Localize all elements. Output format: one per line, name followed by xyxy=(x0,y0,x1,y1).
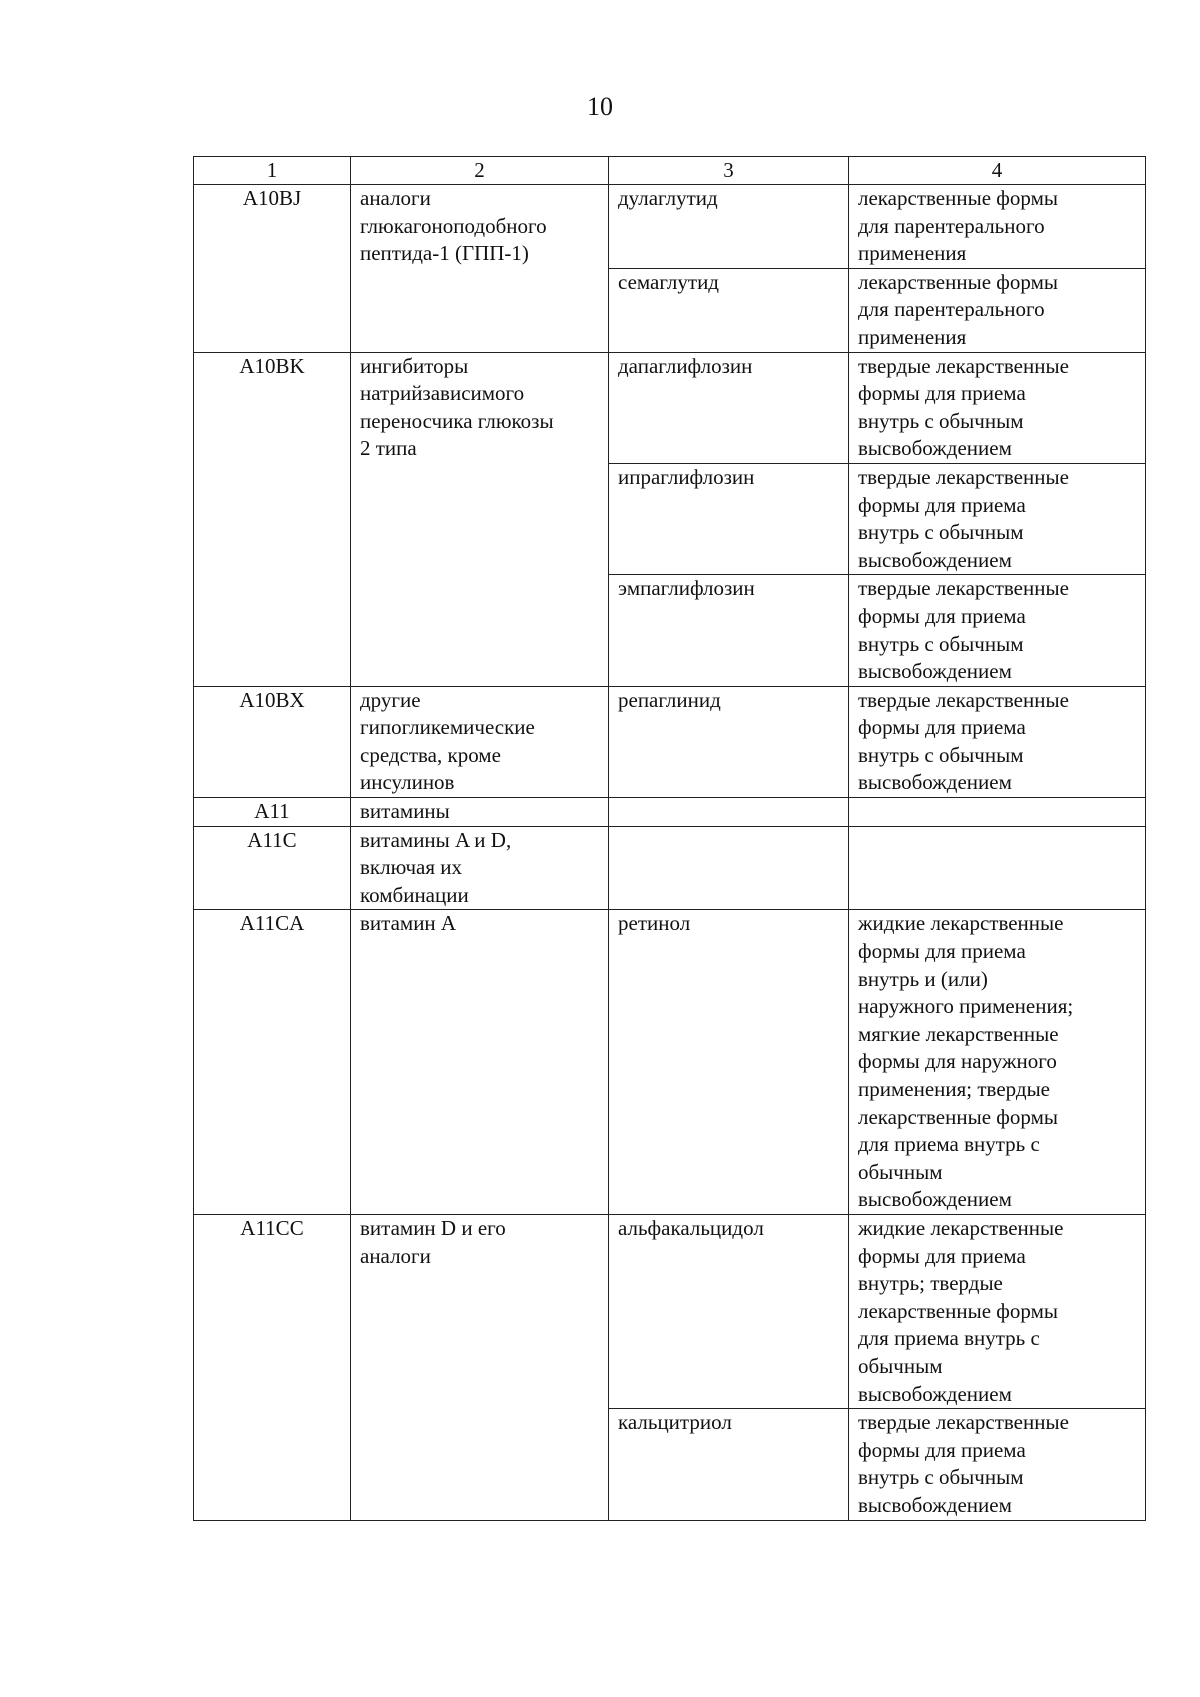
drug-name-cell: ретинол xyxy=(609,910,849,1215)
dosage-form-cell: твердые лекарственные формы для приема внутрь с обычным высвобождением xyxy=(849,1409,1146,1520)
group-name-cell: аналоги глюкагоноподобного пептида-1 (ГПП-1) xyxy=(351,185,609,353)
drug-name-cell: кальцитриол xyxy=(609,1409,849,1520)
drug-name-cell: дапаглифлозин xyxy=(609,352,849,463)
dosage-form-cell: жидкие лекарственные формы для приема внутрь и (или) наружного применения; мягкие лекарственные формы для наружного применения; твердые лекарственные формы для приема внутрь с обычным высвобождением xyxy=(849,910,1146,1215)
group-name-cell: другие гипогликемические средства, кроме инсулинов xyxy=(351,686,609,797)
table-body xyxy=(194,185,1146,1521)
atc-code-cell: A10BK xyxy=(194,352,351,686)
header-col-1: 1 xyxy=(194,157,351,185)
group-name-cell: ингибиторы натрийзависимого переносчика глюкозы 2 типа xyxy=(351,352,609,686)
header-row xyxy=(194,157,1146,185)
dosage-form-cell: твердые лекарственные формы для приема внутрь с обычным высвобождением xyxy=(849,352,1146,463)
drug-name-cell: дулаглутид xyxy=(609,185,849,269)
dosage-form-cell: твердые лекарственные формы для приема внутрь с обычным высвобождением xyxy=(849,463,1146,574)
table-row xyxy=(194,352,1146,463)
table-row xyxy=(194,686,1146,797)
drug-name-cell xyxy=(609,826,849,910)
dosage-form-cell: лекарственные формы для парентерального применения xyxy=(849,185,1146,269)
drug-name-cell: ипраглифлозин xyxy=(609,463,849,574)
header-col-3: 3 xyxy=(609,157,849,185)
dosage-form-cell: жидкие лекарственные формы для приема внутрь; твердые лекарственные формы для приема внутрь с обычным высвобождением xyxy=(849,1214,1146,1408)
table-row xyxy=(194,826,1146,910)
atc-code-cell: A11C xyxy=(194,826,351,910)
drug-name-cell: репаглинид xyxy=(609,686,849,797)
dosage-form-cell: твердые лекарственные формы для приема внутрь с обычным высвобождением xyxy=(849,575,1146,686)
table-row xyxy=(194,798,1146,827)
drug-name-cell: семаглутид xyxy=(609,268,849,352)
drug-name-cell: альфакальцидол xyxy=(609,1214,849,1408)
table-row xyxy=(194,1214,1146,1408)
group-name-cell: витамин A xyxy=(351,910,609,1215)
dosage-form-cell: твердые лекарственные формы для приема внутрь с обычным высвобождением xyxy=(849,686,1146,797)
page-number: 10 xyxy=(587,92,613,121)
atc-code-cell: A10BJ xyxy=(194,185,351,353)
dosage-form-cell xyxy=(849,826,1146,910)
group-name-cell: витамины A и D, включая их комбинации xyxy=(351,826,609,910)
drug-table xyxy=(193,156,1146,1521)
table-header xyxy=(194,157,1146,185)
group-name-cell: витамины xyxy=(351,798,609,827)
table-row xyxy=(194,185,1146,269)
atc-code-cell: A11 xyxy=(194,798,351,827)
dosage-form-cell xyxy=(849,798,1146,827)
atc-code-cell: A10BX xyxy=(194,686,351,797)
table-row xyxy=(194,910,1146,1215)
group-name-cell: витамин D и его аналоги xyxy=(351,1214,609,1520)
atc-code-cell: A11CC xyxy=(194,1214,351,1520)
drug-name-cell: эмпаглифлозин xyxy=(609,575,849,686)
atc-code-cell: A11CA xyxy=(194,910,351,1215)
dosage-form-cell: лекарственные формы для парентерального применения xyxy=(849,268,1146,352)
header-col-2: 2 xyxy=(351,157,609,185)
drug-name-cell xyxy=(609,798,849,827)
header-col-4: 4 xyxy=(849,157,1146,185)
